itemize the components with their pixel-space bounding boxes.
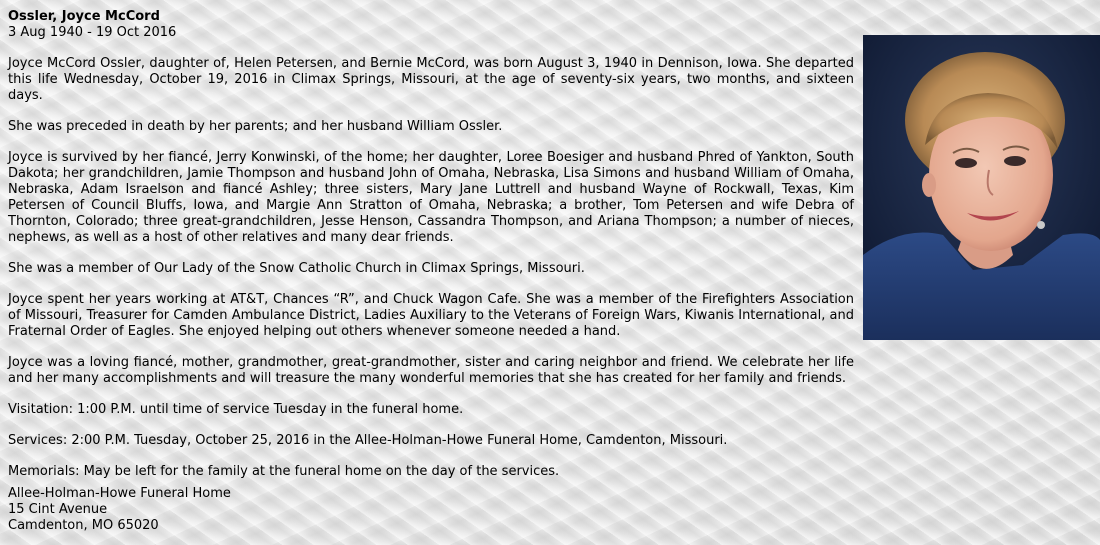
obituary-dates: 3 Aug 1940 - 19 Oct 2016 bbox=[8, 25, 177, 40]
obituary-content bbox=[8, 9, 854, 495]
paragraph-tribute: Joyce was a loving fiancé, mother, grandmother, great-grandmother, sister and caring neighbor and friend. We celebrate her life and her many accomplishments and will treasure the many wonderful memories that she has created for her family and friends. bbox=[8, 355, 854, 386]
obituary-name: Ossler, Joyce McCord bbox=[8, 9, 160, 24]
paragraph-birth-death: Joyce McCord Ossler, daughter of, Helen Petersen, and Bernie McCord, was born August 3, 1940 in Dennison, Iowa. She departed this life Wednesday, October 19, 2016 in Climax Springs, Missouri, at the age of seventy-six years, two months, and sixteen days. bbox=[8, 56, 854, 103]
paragraph-survived: Joyce is survived by her fiancé, Jerry Konwinski, of the home; her daughter, Loree Boesiger and husband Phred of Yankton, South Dakota; her grandchildren, Jamie Thompson and husband John of Omaha, Nebraska, Lisa Simons and husband William of Omaha, Nebraska, Adam Israelson and fiancé Ashley; three sisters, Mary Jane Luttrell and husband Wayne of Rockwall, Texas, Kim Petersen of Council Bluffs, Iowa, and Margie Ann Stratton of Omaha, Nebraska; a brother, Tom Petersen and wife Debra of Thornton, Colorado; three great-grandchildren, Jesse Henson, Cassandra Thompson, and Ariana Thompson; a number of nieces, nephews, as well as a host of other relatives and many dear friends. bbox=[8, 150, 854, 245]
paragraph-church: She was a member of Our Lady of the Snow Catholic Church in Climax Springs, Missouri. bbox=[8, 261, 585, 276]
funeral-home-city: Camdenton, MO 65020 bbox=[8, 518, 159, 533]
paragraph-services: Services: 2:00 P.M. Tuesday, October 25, 2016 in the Allee-Holman-Howe Funeral Home, Camdenton, Missouri. bbox=[8, 433, 728, 448]
portrait-photo bbox=[863, 35, 1100, 340]
paragraph-work: Joyce spent her years working at AT&T, Chances “R”, and Chuck Wagon Cafe. She was a member of the Firefighters Association of Missouri, Treasurer for Camden Ambulance District, Ladies Auxiliary to the Veterans of Foreign Wars, Kiwanis International, and Fraternal Order of Eagles. She enjoyed helping out others whenever someone needed a hand. bbox=[8, 292, 854, 339]
portrait-illustration bbox=[863, 35, 1100, 340]
paragraph-preceded: She was preceded in death by her parents; and her husband William Ossler. bbox=[8, 119, 503, 134]
paragraph-memorials: Memorials: May be left for the family at the funeral home on the day of the services. bbox=[8, 464, 560, 479]
funeral-home-address bbox=[8, 486, 231, 534]
funeral-home-street: 15 Cint Avenue bbox=[8, 502, 108, 517]
paragraph-visitation: Visitation: 1:00 P.M. until time of service Tuesday in the funeral home. bbox=[8, 402, 464, 417]
funeral-home-name: Allee-Holman-Howe Funeral Home bbox=[8, 486, 231, 501]
